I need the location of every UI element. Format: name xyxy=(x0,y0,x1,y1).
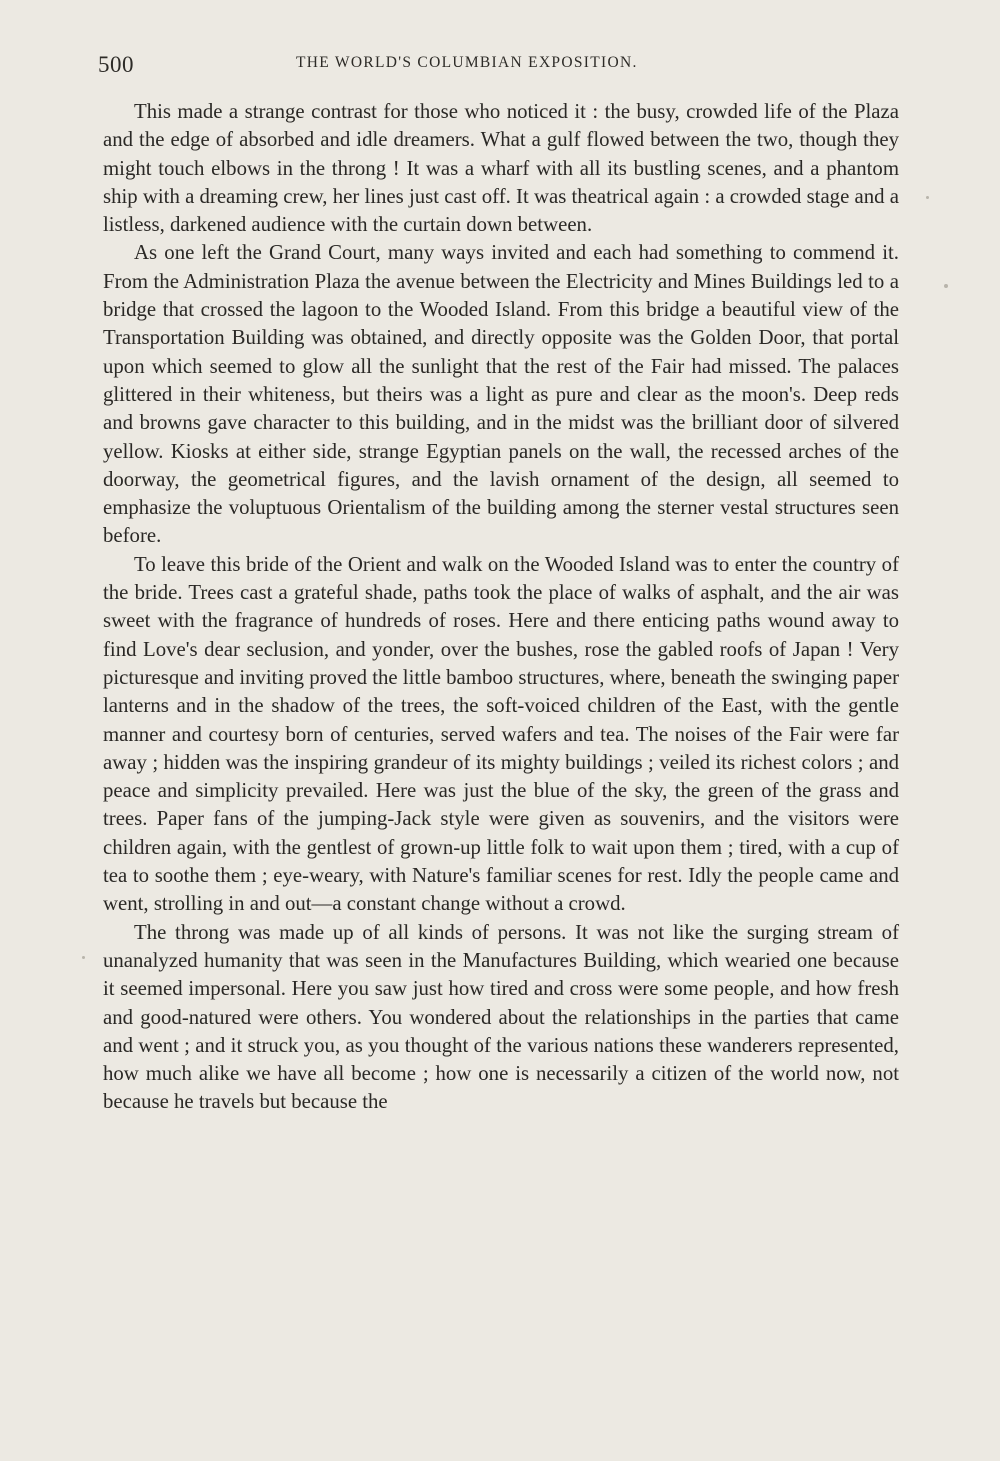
paragraph-4: The throng was made up of all kinds of persons. It was not like the surging stream of unanalyzed humanity that was seen in the Manufactures Building, which wearied one because it seemed impersonal. Here you saw just how tired and cross were some people, and how fresh and good-natured were others. You wondered about the relationships in the parties that came and went ; and it struck you, as you thought of the various nations these wanderers represented, how much alike we have all become ; how one is necessarily a citizen of the world now, not because he travels but because the xyxy=(103,920,899,1114)
running-title: THE WORLD'S COLUMBIAN EXPOSITION. xyxy=(296,54,638,71)
paragraph-3: To leave this bride of the Orient and walk on the Wooded Island was to enter the country of the bride. Trees cast a grateful shade, paths took the place of walks of asphalt, and the air was sweet with the fragrance of hundreds of roses. Here and there enticing paths wound away to find Love's dear seclusion, and yonder, over the bushes, rose the gabled roofs of Japan ! Very picturesque and inviting proved the little bamboo structures, where, beneath the swinging paper lanterns and in the shadow of the trees, the soft-voiced children of the East, with the gentle manner and courtesy born of centuries, served wafers and tea. The noises of the Fair were far away ; hidden was the inspiring grandeur of its mighty buildings ; veiled its richest colors ; and peace and simplicity prevailed. Here was just the blue of the sky, the green of the grass and trees. Paper fans of the jumping-Jack style were given as souvenirs, and the visitors were children again, with the gentlest of grown-up little folk to wait upon them ; tired, with a cup of tea to soothe them ; eye-weary, with Nature's familiar scenes for rest. Idly the people came and went, strolling in and out—a constant change without a crowd. xyxy=(103,552,899,916)
paper-speck xyxy=(82,956,85,959)
paper-speck xyxy=(926,196,929,199)
page-number: 500 xyxy=(98,52,134,77)
running-head xyxy=(98,50,898,80)
paragraph-2: As one left the Grand Court, many ways invited and each had something to commend it. From the Administration Plaza the avenue between the Electricity and Mines Buildings led to a bridge that crossed the lagoon to the Wooded Island. From this bridge a beautiful view of the Transportation Building was obtained, and directly opposite was the Golden Door, that portal upon which seemed to glow all the sunlight that the rest of the Fair had missed. The palaces glittered in their whiteness, but theirs was a light as pure and clear as the moon's. Deep reds and browns gave character to this building, and in the midst was the brilliant door of silvered yellow. Kiosks at either side, strange Egyptian panels on the wall, the recessed arches of the doorway, the geometrical figures, and the lavish ornament of the design, all seemed to emphasize the voluptuous Orientalism of the building among the sterner vestal structures seen before. xyxy=(103,241,899,548)
body-text xyxy=(103,98,899,1117)
paragraph-1: This made a strange contrast for those who noticed it : the busy, crowded life of the Plaza and the edge of absorbed and idle dreamers. What a gulf flowed between the two, though they might touch elbows in the throng ! It was a wharf with all its bustling scenes, and a phantom ship with a dreaming crew, her lines just cast off. It was theatrical again : a crowded stage and a listless, darkened audience with the curtain down between. xyxy=(103,100,899,237)
paper-speck xyxy=(944,284,948,288)
